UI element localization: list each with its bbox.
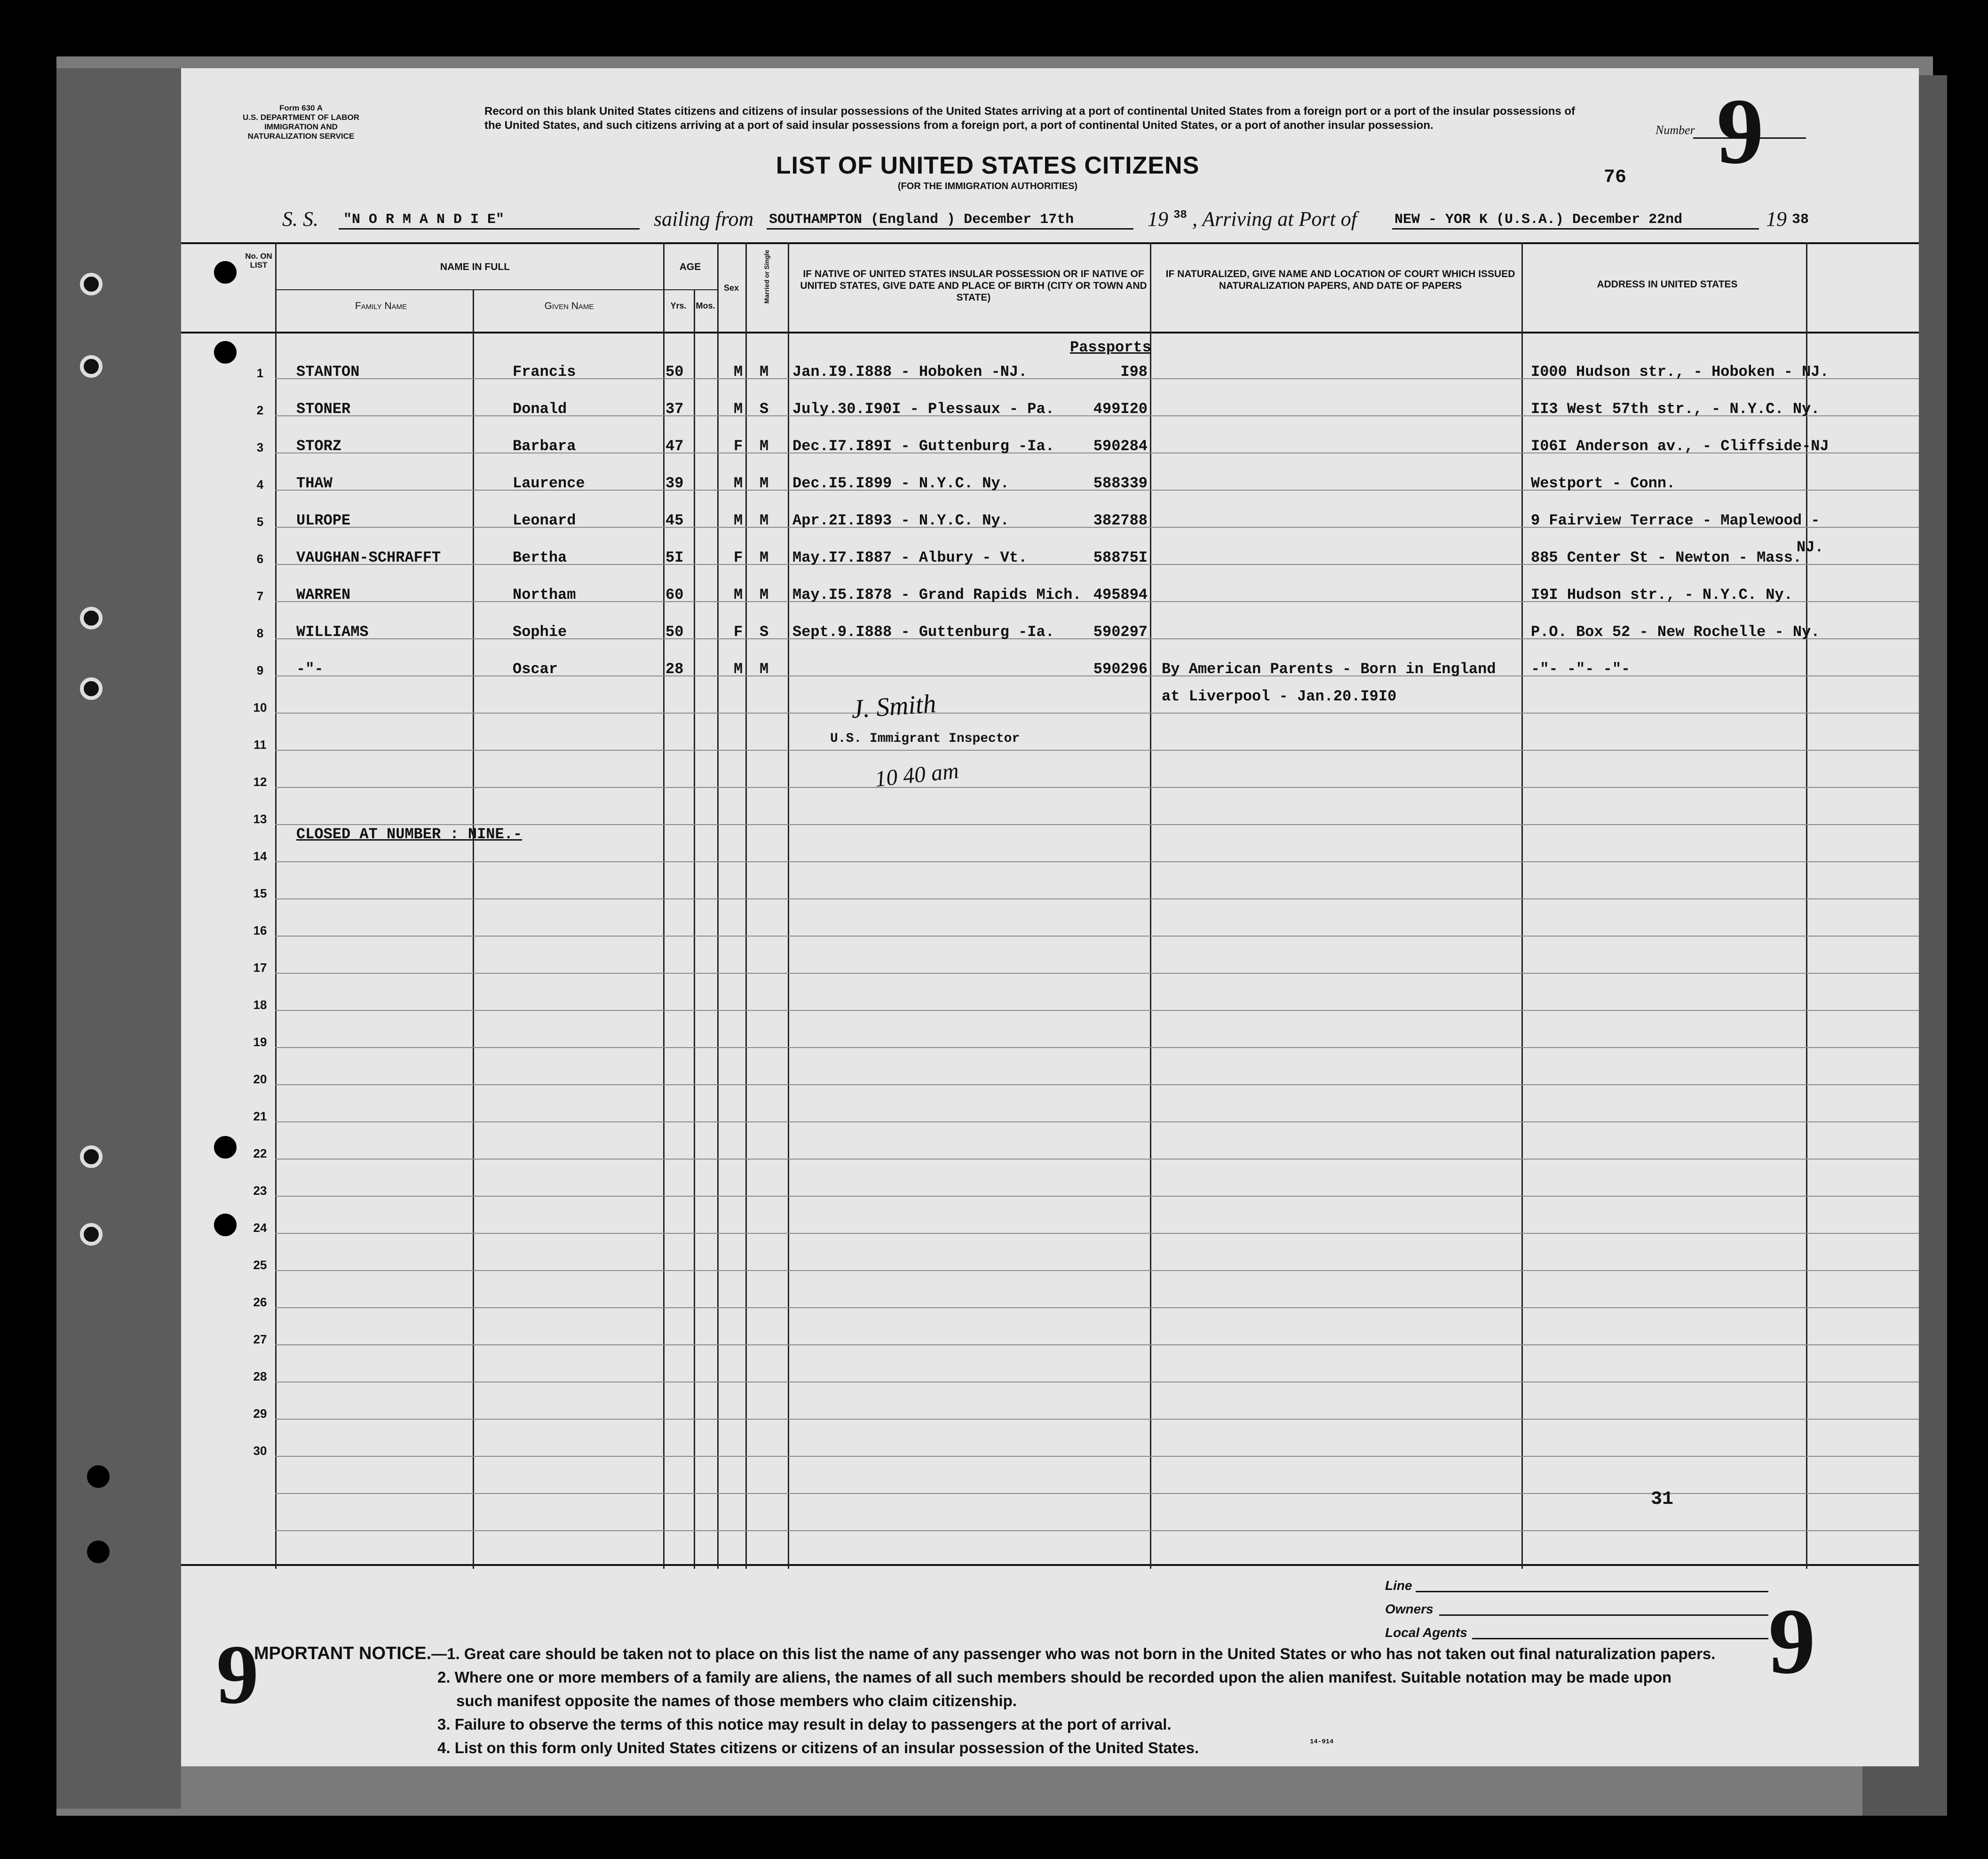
marital-status: S	[760, 623, 769, 641]
passports-label: Passports	[1070, 339, 1151, 356]
row-number: 17	[253, 961, 267, 975]
row-number: 2	[256, 403, 264, 417]
marital-status: M	[760, 475, 769, 492]
family-name: THAW	[296, 475, 333, 492]
ruled-line	[275, 973, 1919, 974]
row-number: 30	[253, 1444, 267, 1458]
inspector-signature: J. Smith	[850, 689, 937, 724]
passport-number: 58875I	[1093, 549, 1148, 566]
arrival-port: NEW - YOR K (U.S.A.) December 22nd	[1394, 212, 1683, 228]
row-number: 13	[253, 812, 267, 826]
col-header-birth: IF NATIVE OF UNITED STATES INSULAR POSSESSION OR IF NATIVE OF UNITED STATES, GIVE DATE AND PLACE OF BIRTH (CITY OR TOWN AND STATE)	[800, 269, 1147, 303]
us-address: 9 Fairview Terrace - Maplewood -	[1531, 512, 1820, 529]
local-agents-label: Local Agents	[1385, 1625, 1467, 1640]
row-number: 24	[253, 1221, 267, 1235]
binder-hole	[80, 273, 103, 295]
notice-item-2-cont: such manifest opposite the names of those members who claim citizenship.	[456, 1692, 1017, 1709]
marital-status: M	[760, 437, 769, 455]
row-number: 21	[253, 1109, 267, 1123]
passport-number: 590296	[1093, 660, 1148, 678]
sex: M	[734, 586, 743, 604]
sex: F	[734, 437, 743, 455]
given-name: Leonard	[513, 512, 576, 529]
row-number: 23	[253, 1184, 267, 1198]
birth-info: Apr.2I.I893 - N.Y.C. Ny.	[792, 512, 1009, 529]
line-label: Line	[1385, 1578, 1412, 1593]
owners-label: Owners	[1385, 1602, 1434, 1616]
important-notice	[254, 1642, 1806, 1760]
binder-hole	[80, 607, 103, 629]
col-header-sex: Sex	[723, 283, 739, 293]
birth-info: July.30.I90I - Plessaux - Pa.	[792, 400, 1054, 418]
form-id-line: U.S. DEPARTMENT OF LABOR	[242, 113, 360, 122]
binder-hole	[80, 1145, 103, 1168]
col-header-age: AGE	[679, 262, 701, 272]
binder-hole	[80, 677, 103, 700]
age-years: 5I	[665, 549, 684, 566]
family-name: VAUGHAN-SCHRAFFT	[296, 549, 441, 566]
age-years: 47	[665, 437, 684, 455]
naturalization-info: By American Parents - Born in England	[1162, 660, 1496, 678]
row-number: 29	[253, 1406, 267, 1421]
row-number: 26	[253, 1295, 267, 1309]
col-header-married: Married or Single	[763, 249, 770, 304]
passport-number: 499I20	[1093, 400, 1148, 418]
sex: M	[734, 660, 743, 678]
row-number: 27	[253, 1332, 267, 1346]
arrival-year-suffix: 38	[1792, 212, 1809, 228]
col-header-naturalized: IF NATURALIZED, GIVE NAME AND LOCATION OF COURT WHICH ISSUED NATURALIZATION PAPERS, AND DATE OF PAPERS	[1165, 269, 1515, 291]
given-name: Oscar	[513, 660, 558, 678]
marital-status: M	[760, 586, 769, 604]
passport-number: I98	[1120, 363, 1148, 381]
row-number: 6	[256, 552, 264, 566]
passport-number: 588339	[1093, 475, 1148, 492]
age-years: 37	[665, 400, 684, 418]
row-number: 8	[256, 626, 264, 640]
ruled-line	[275, 1530, 1919, 1531]
row-number: 12	[253, 775, 267, 789]
ruled-line	[275, 1047, 1919, 1048]
us-address: I9I Hudson str., - N.Y.C. Ny.	[1531, 586, 1793, 604]
passport-number: 590297	[1093, 623, 1148, 641]
sex: M	[734, 363, 743, 381]
ship-name: "N O R M A N D I E"	[343, 212, 505, 228]
col-header-name: NAME IN FULL	[440, 262, 510, 272]
page-subtitle: (FOR THE IMMIGRATION AUTHORITIES)	[897, 181, 1078, 191]
line-underline	[1416, 1591, 1768, 1592]
passport-number: 495894	[1093, 586, 1148, 604]
local-agents-underline	[1472, 1638, 1768, 1639]
row-number: 18	[253, 998, 267, 1012]
row-number: 15	[253, 886, 267, 900]
naturalization-continuation: at Liverpool - Jan.20.I9I0	[1162, 688, 1397, 705]
ruled-line	[275, 936, 1919, 937]
row-number: 1	[256, 366, 264, 380]
binding-margin	[56, 68, 181, 1809]
owners-underline	[1439, 1614, 1768, 1616]
row-number: 19	[253, 1035, 267, 1049]
ruled-line	[275, 1010, 1919, 1011]
ss-label: S. S.	[282, 207, 318, 230]
birth-info: May.I5.I878 - Grand Rapids Mich.	[792, 586, 1082, 604]
address-continuation: NJ.	[1797, 539, 1824, 556]
given-name: Francis	[513, 363, 576, 381]
intro-text: Record on this blank United States citizens and citizens of insular possessions of the United States arriving at a port of continental United States from a foreign port or a port of the insular possessions of the United States, and such citizens arriving at a port of said insular possessions from a foreign port, a port of continental United States, or a port of another insular possession.	[484, 105, 1576, 132]
notice-number: 9	[216, 1628, 259, 1721]
birth-info: Dec.I5.I899 - N.Y.C. Ny.	[792, 475, 1009, 492]
sailing-label: sailing from	[654, 207, 754, 230]
closed-note: CLOSED AT NUMBER : NINE.-	[296, 826, 523, 843]
row-number: 3	[256, 440, 264, 454]
row-number: 14	[253, 849, 267, 863]
family-name: STORZ	[296, 437, 342, 455]
ruled-line	[275, 1159, 1919, 1160]
given-name: Sophie	[513, 623, 567, 641]
ruled-line	[275, 1344, 1919, 1345]
given-name: Donald	[513, 400, 567, 418]
given-name: Bertha	[513, 549, 567, 566]
col-header-address: ADDRESS IN UNITED STATES	[1597, 279, 1738, 290]
birth-info: May.I7.I887 - Albury - Vt.	[792, 549, 1028, 566]
ruled-line	[275, 1084, 1919, 1085]
form-id-line: NATURALIZATION SERVICE	[247, 132, 355, 141]
sex: M	[734, 475, 743, 492]
given-name: Laurence	[513, 475, 585, 492]
sex: M	[734, 512, 743, 529]
marital-status: M	[760, 512, 769, 529]
binder-hole	[80, 355, 103, 378]
row-number: 4	[256, 477, 264, 492]
ruled-line	[275, 861, 1919, 862]
inspector-title: U.S. Immigrant Inspector	[830, 731, 1020, 746]
ruled-line	[275, 1196, 1919, 1197]
row-number: 22	[253, 1146, 267, 1160]
binder-hole	[80, 1223, 103, 1246]
us-address: I000 Hudson str., - Hoboken - NJ.	[1531, 363, 1829, 381]
ruled-line	[275, 1456, 1919, 1457]
family-name: -"-	[296, 660, 324, 678]
notice-line-1	[254, 1642, 1806, 1666]
marital-status: S	[760, 400, 769, 418]
ruled-line	[275, 787, 1919, 788]
line-31-label: 31	[1651, 1489, 1674, 1510]
row-number: 16	[253, 923, 267, 937]
binder-hole	[87, 1465, 110, 1488]
age-years: 50	[665, 363, 684, 381]
us-address: -"- -"- -"-	[1531, 660, 1631, 678]
row-number: 5	[256, 515, 264, 529]
col-header-yrs: Yrs.	[670, 301, 687, 310]
age-years: 28	[665, 660, 684, 678]
ruled-line	[275, 713, 1919, 714]
form-id-line: IMMIGRATION AND	[264, 122, 338, 131]
col-header-given: Given Name	[544, 301, 594, 311]
passport-number: 382788	[1093, 512, 1148, 529]
col-header-mos: Mos.	[696, 301, 715, 310]
binder-hole	[87, 1541, 110, 1563]
us-address: Westport - Conn.	[1531, 475, 1676, 492]
given-name: Barbara	[513, 437, 576, 455]
print-code: 14-914	[1310, 1738, 1334, 1746]
given-name: Northam	[513, 586, 576, 604]
notice-lead: MPORTANT NOTICE.	[254, 1644, 432, 1663]
col-header-family: Family Name	[355, 301, 407, 311]
family-name: ULROPE	[296, 512, 351, 529]
age-years: 45	[665, 512, 684, 529]
number-label: Number	[1655, 123, 1695, 137]
birth-info: Jan.I9.I888 - Hoboken -NJ.	[792, 363, 1028, 381]
notice-item-4: 4. List on this form only United States citizens or citizens of an insular possession of the United States.	[437, 1739, 1199, 1756]
us-address: 885 Center St - Newton - Mass.	[1531, 549, 1802, 566]
us-address: I06I Anderson av., - Cliffside-NJ	[1531, 437, 1829, 455]
inspection-time: 10 40 am	[873, 758, 960, 792]
us-address: II3 West 57th str., - N.Y.C. Ny.	[1531, 400, 1820, 418]
sex: F	[734, 623, 743, 641]
notice-item-3: 3. Failure to observe the terms of this notice may result in delay to passengers at the port of arrival.	[437, 1716, 1172, 1733]
notice-item-2: 2. Where one or more members of a family are aliens, the names of all such members should be recorded upon the alien manifest. Suitable notation may be made upon	[437, 1668, 1672, 1686]
page-title: LIST OF UNITED STATES CITIZENS	[776, 152, 1200, 179]
ruled-line	[275, 824, 1919, 825]
list-number: 9	[1717, 79, 1764, 183]
family-name: STONER	[296, 400, 351, 418]
row-number: 7	[256, 589, 264, 603]
ruled-line	[275, 898, 1919, 899]
family-name: WARREN	[296, 586, 351, 604]
ruled-line	[275, 1121, 1919, 1122]
year-suffix: 38	[1173, 209, 1187, 222]
age-years: 50	[665, 623, 684, 641]
voyage-line	[282, 207, 1809, 230]
passport-number: 590284	[1093, 437, 1148, 455]
ruled-line	[275, 1307, 1919, 1308]
marital-status: M	[760, 660, 769, 678]
ruled-line	[275, 1270, 1919, 1271]
us-address: P.O. Box 52 - New Rochelle - Ny.	[1531, 623, 1820, 641]
sex: F	[734, 549, 743, 566]
birth-info: Sept.9.I888 - Guttenburg -Ia.	[792, 623, 1054, 641]
ruled-line	[275, 750, 1919, 751]
family-name: WILLIAMS	[296, 623, 369, 641]
row-number: 11	[253, 738, 267, 752]
form-identifier	[221, 103, 381, 141]
form-id-line: Form 630 A	[279, 103, 323, 112]
list-reference: 76	[1604, 167, 1627, 188]
year-prefix: 19	[1148, 207, 1168, 230]
col-header-no: No. ON LIST	[245, 252, 272, 270]
row-number: 10	[253, 700, 267, 715]
marital-status: M	[760, 549, 769, 566]
row-number: 20	[253, 1072, 267, 1086]
row-number: 28	[253, 1369, 267, 1383]
marital-status: M	[760, 363, 769, 381]
arrival-year-prefix: 19	[1766, 207, 1787, 230]
ruled-line	[275, 1233, 1919, 1234]
arriving-label: , Arriving at Port of	[1192, 207, 1357, 230]
age-years: 39	[665, 475, 684, 492]
ruled-line	[275, 1419, 1919, 1420]
notice-item-1: —1. Great care should be taken not to place on this list the name of any passenger who was not born in the United States or who has not taken out final naturalization papers.	[431, 1645, 1716, 1662]
departure-port: SOUTHAMPTON (England ) December 17th	[769, 212, 1074, 228]
row-number: 25	[253, 1258, 267, 1272]
corner-number: 9	[1768, 1589, 1815, 1693]
sex: M	[734, 400, 743, 418]
age-years: 60	[665, 586, 684, 604]
birth-info: Dec.I7.I89I - Guttenburg -Ia.	[792, 437, 1054, 455]
row-number: 9	[256, 663, 264, 677]
family-name: STANTON	[296, 363, 360, 381]
